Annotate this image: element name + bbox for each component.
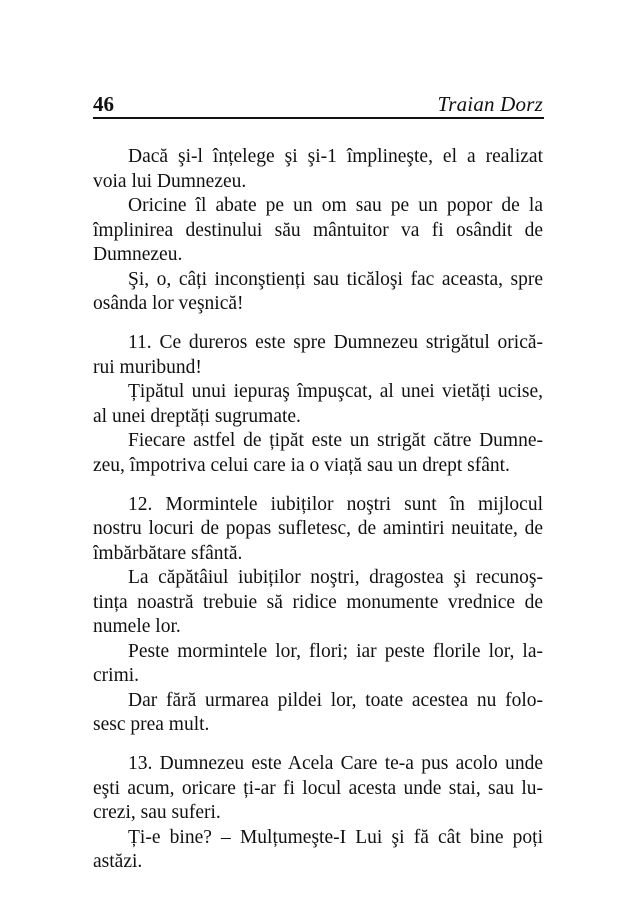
paragraph <box>93 331 543 380</box>
numbered-section <box>93 331 543 478</box>
text-line: Fiecare astfel de țipăt este un strigăt către Dumne- <box>128 430 543 451</box>
paragraph <box>93 194 543 268</box>
text-line: crimi. <box>93 665 140 686</box>
paragraph <box>93 566 543 640</box>
text-line: eşti acum, oricare ți-ar fi locul acesta unde stai, sau lu- <box>93 777 543 799</box>
text-line: 12. Mormintele iubiților noştri sunt în mijlocul <box>128 493 543 515</box>
text-line: Şi, o, câți inconştienți sau ticăloşi fac aceasta, spre <box>128 268 543 290</box>
text-line: tința noastră trebuie să ridice monumente vrednice de <box>93 591 543 613</box>
page-body <box>93 145 543 875</box>
section <box>93 145 543 317</box>
text-line: astăzi. <box>93 851 143 872</box>
text-line: Dumnezeu. <box>93 244 183 265</box>
text-line: voia lui Dumnezeu. <box>93 170 247 192</box>
running-title: Traian Dorz <box>437 92 543 116</box>
text-line: îmbărbătare sfântă. <box>93 542 243 564</box>
text-line: numele lor. <box>93 616 181 637</box>
text-line: La căpătâiul iubiților noştri, dragostea şi recunoş- <box>128 567 543 588</box>
text-line: rui muribund! <box>93 356 202 378</box>
paragraph <box>93 826 543 875</box>
text-line: al unei dreptăți sugrumate. <box>93 405 301 427</box>
header-rule <box>93 117 544 119</box>
text-line: Țipătul unui iepuraş împuşcat, al unei vietăți ucise, <box>128 381 543 402</box>
text-line: Peste mormintele lor, flori; iar peste florile lor, la- <box>128 640 543 662</box>
text-line: crezi, sau suferi. <box>93 802 221 823</box>
page-number: 46 <box>93 92 114 116</box>
paragraph <box>93 640 543 689</box>
text-line: sesc prea mult. <box>93 714 210 735</box>
text-line: Oricine îl abate pe un om sau pe un popor de la <box>128 195 543 216</box>
paragraph <box>93 145 543 194</box>
paragraph <box>93 752 543 826</box>
text-line: nostru locuri de popas sufletesc, de amintiri neuitate, de <box>93 518 543 539</box>
text-line: 11. Ce dureros este spre Dumnezeu strigătul orică- <box>128 332 543 353</box>
text-line: Ți-e bine? – Mulțumeşte-I Lui şi fă cât bine poți <box>128 826 543 848</box>
paragraph <box>93 268 543 317</box>
paragraph <box>93 429 543 478</box>
text-line: 13. Dumnezeu este Acela Care te-a pus acolo unde <box>128 753 543 774</box>
paragraph <box>93 689 543 738</box>
numbered-section <box>93 752 543 875</box>
paragraph <box>93 493 543 567</box>
text-line: Dacă şi-l înțelege şi şi-1 împlineşte, el a realizat <box>128 146 543 167</box>
numbered-section <box>93 493 543 738</box>
paragraph <box>93 380 543 429</box>
text-line: Dar fără urmarea pildei lor, toate acestea nu folo- <box>128 689 543 711</box>
text-line: zeu, împotriva celui care ia o viață sau un drept sfânt. <box>93 454 510 476</box>
text-line: osânda lor veşnică! <box>93 293 244 314</box>
text-line: împlinirea destinului său mântuitor va fi osândit de <box>93 219 543 241</box>
